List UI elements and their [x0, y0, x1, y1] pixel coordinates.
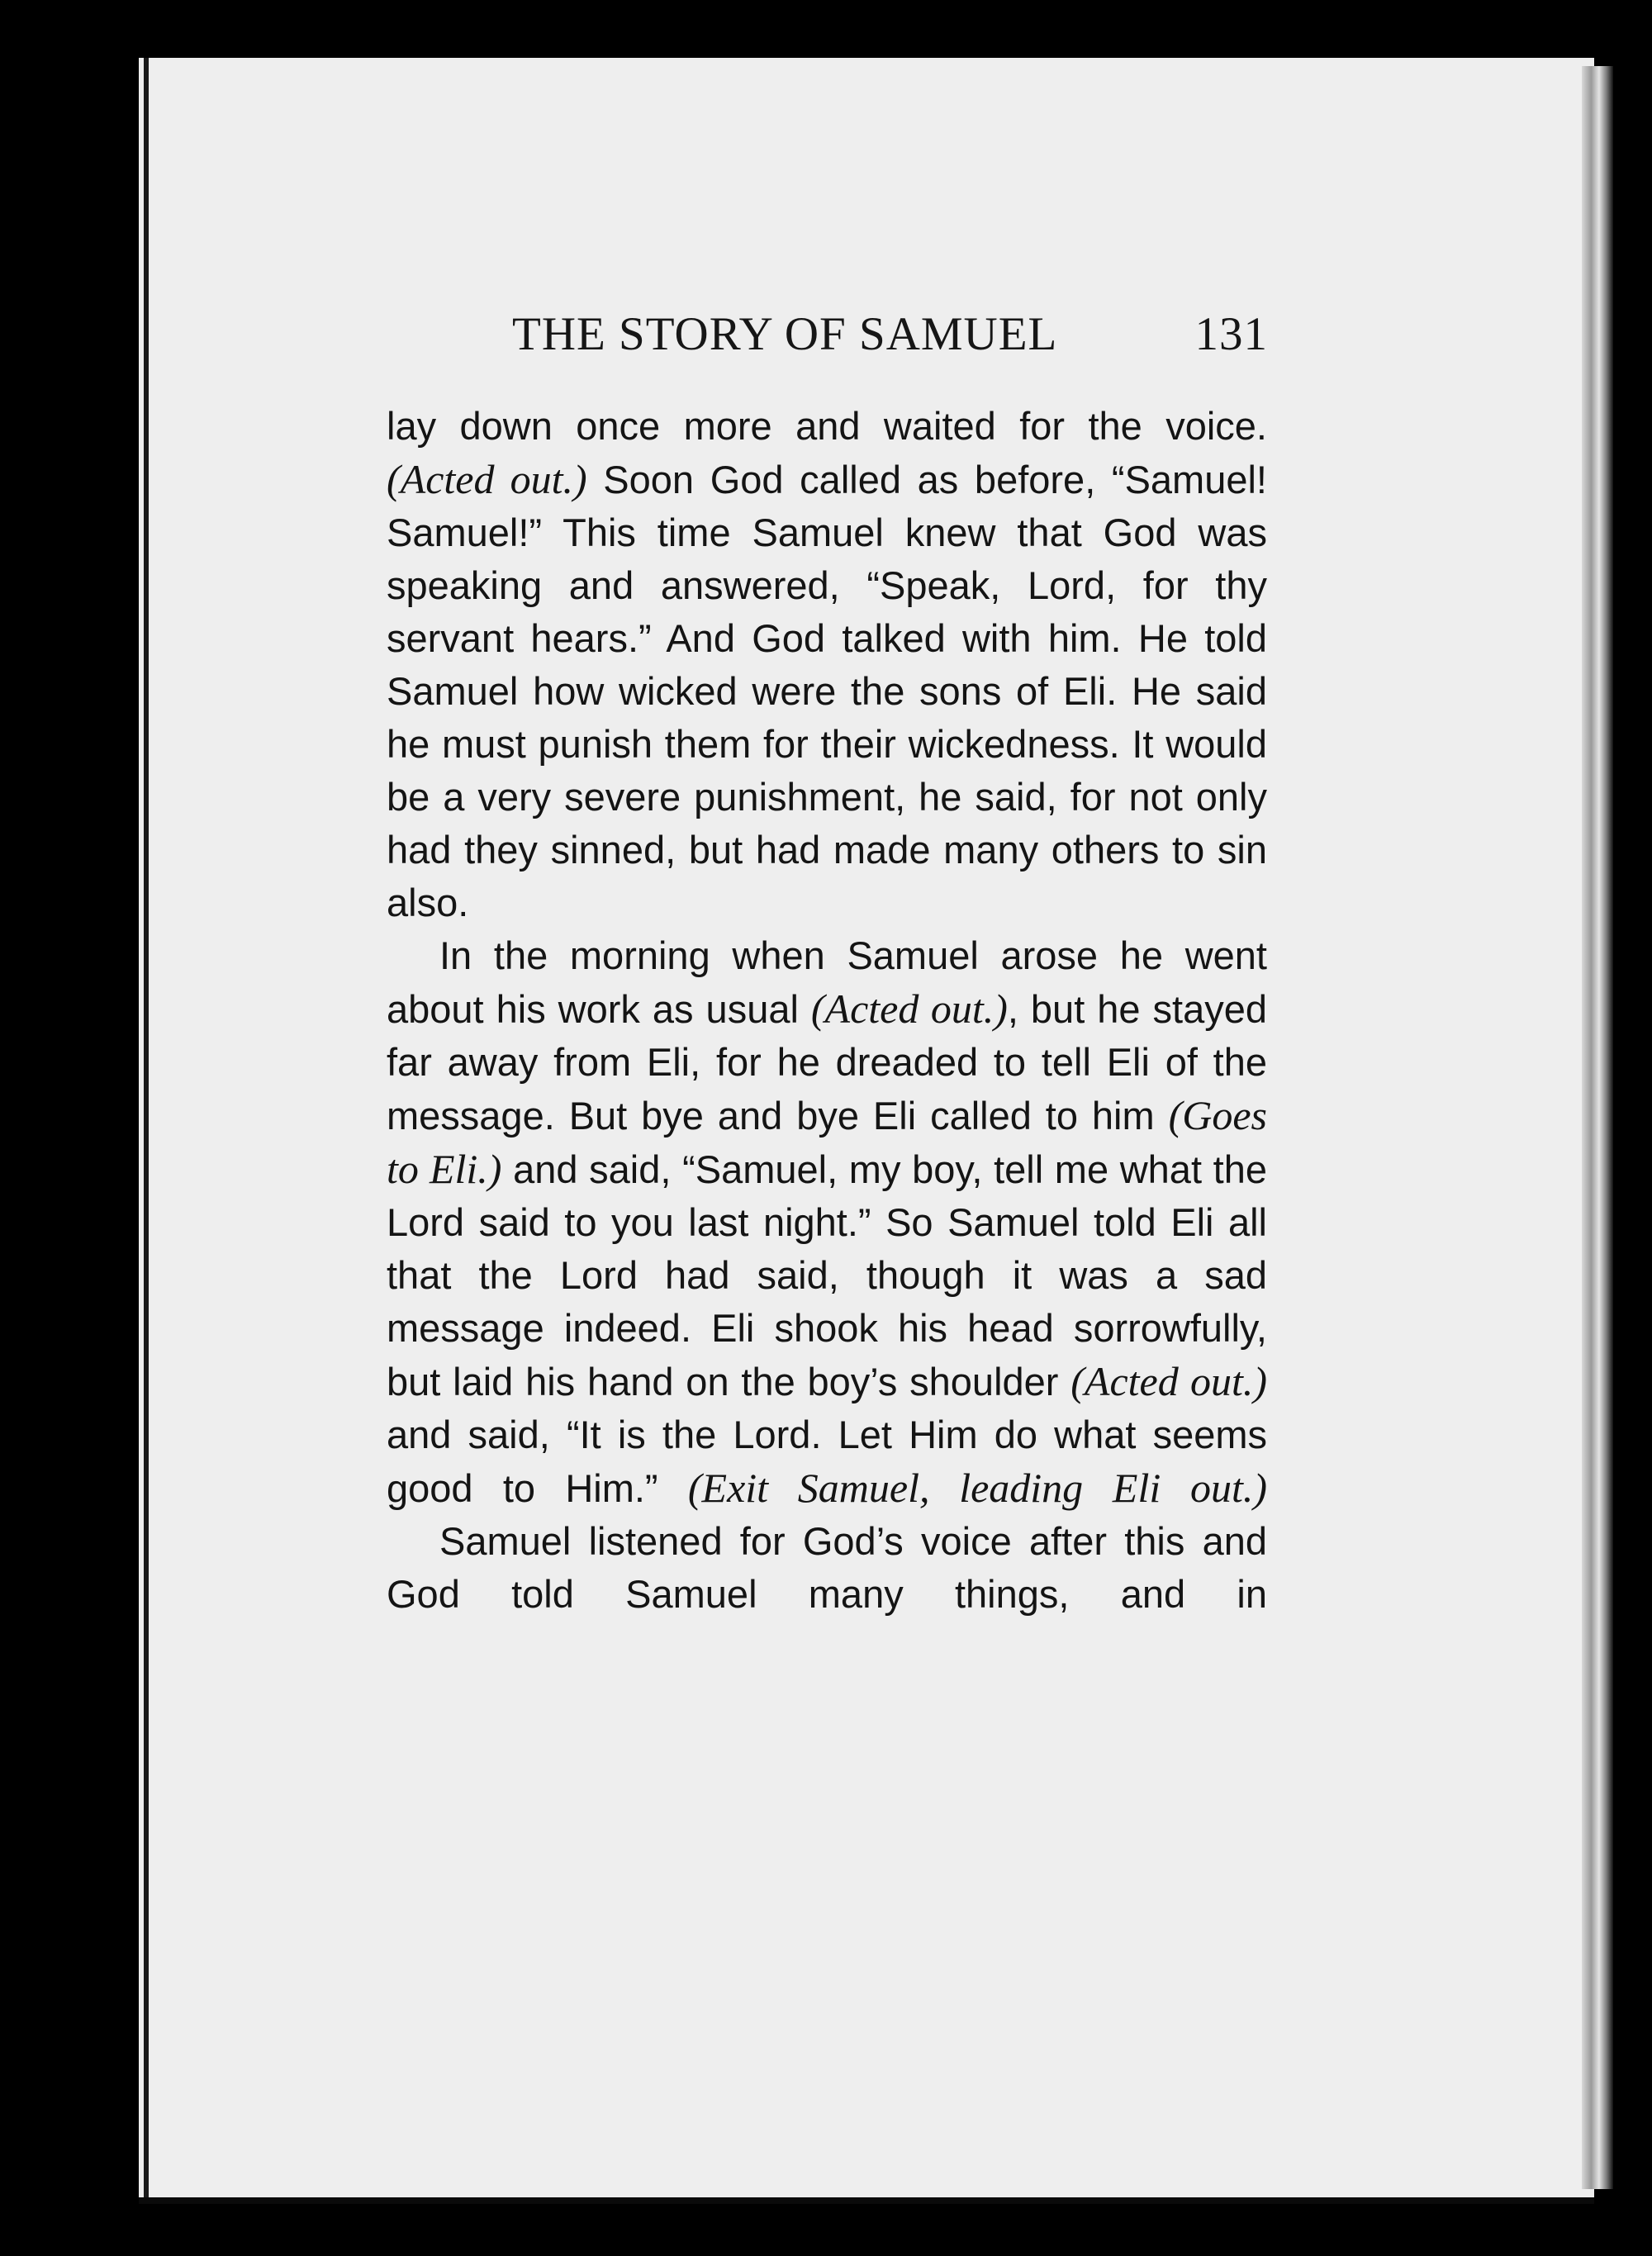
text-run: and said, “It is the Lord. Let Him do what seems good to Him.”	[387, 1413, 1267, 1510]
stage-direction: (Goes to Eli.)	[387, 1092, 1267, 1192]
page-right-edge	[1582, 66, 1613, 2189]
page-bottom-edge	[139, 2197, 1594, 2204]
running-title: THE STORY OF SAMUEL	[512, 308, 1058, 360]
text-run: , but he stayed far away from Eli, for he dreaded to tell Eli of the message. But bye and bye Eli called to him	[387, 987, 1267, 1137]
stage-direction: (Acted out.)	[387, 456, 587, 502]
paragraph-3	[387, 1515, 1267, 1621]
stage-direction: (Acted out.)	[810, 986, 1008, 1032]
running-header	[512, 307, 1268, 373]
text-run: Samuel listened for God’s voice after this and God told Samuel many things, and in	[387, 1519, 1267, 1616]
text-run: In the morning when Samuel arose he went about his work as usual	[387, 933, 1267, 1031]
body-text	[387, 400, 1267, 1621]
page-number: 131	[1194, 308, 1268, 360]
paragraph-2	[387, 929, 1267, 1515]
text-run: and said, “Samuel, my boy, tell me what the Lord said to you last night.” So Samuel told Eli all that the Lord had said, though it was a sad message indeed. Eli shook his head sorrowfully, but laid his hand on the boy’s shoulder	[387, 1147, 1267, 1403]
stage-direction: (Exit Samuel, leading Eli out.)	[687, 1465, 1267, 1511]
text-run: Soon God called as before, “Samuel! Samuel!” This time Samuel knew that God was speaking and answered, “Speak, Lord, for thy servant hears.” And God talked with him. He told Samuel how wicked were the sons of Eli. He said he must punish them for their wickedness. It would be a very severe punishment, he said, for not only had they sinned, but had made many others to sin also.	[387, 458, 1267, 924]
stage-direction: (Acted out.)	[1070, 1358, 1267, 1404]
text-run: lay down once more and waited for the voice.	[387, 404, 1267, 448]
paragraph-1	[387, 400, 1267, 929]
page-left-edge	[144, 58, 149, 2197]
